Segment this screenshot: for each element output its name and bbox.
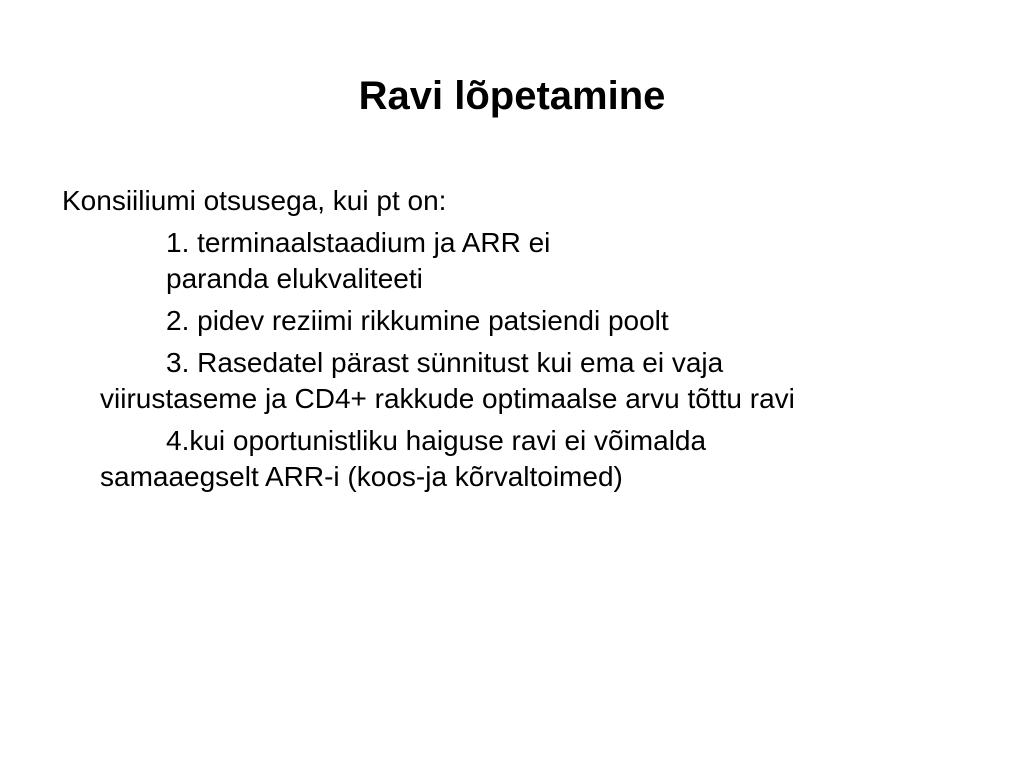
list-item-4: [62, 423, 992, 495]
list-item-4-line-2: samaaegselt ARR-i (koos-ja kõrvaltoimed): [100, 461, 623, 492]
list-item-3-line-2: viirustaseme ja CD4+ rakkude optimaalse arvu tõttu ravi: [100, 383, 795, 414]
list-item-2: [62, 303, 992, 339]
slide-body: [62, 183, 992, 495]
list-item-1-line-1: 1. terminaalstaadium ja ARR ei: [166, 227, 551, 258]
list-item-1: [62, 225, 992, 297]
list-item-3: [62, 345, 992, 417]
list-item-1-line-2: paranda elukvaliteeti: [166, 263, 423, 294]
list-item-3-line-1: 3. Rasedatel pärast sünnitust kui ema ei vaja: [166, 347, 724, 378]
list-item-2-line-1: 2. pidev reziimi rikkumine patsiendi poolt: [166, 305, 669, 336]
intro-text: Konsiiliumi otsusega, kui pt on:: [62, 185, 447, 216]
list-item-4-line-1: 4.kui oportunistliku haiguse ravi ei võimalda: [166, 425, 707, 456]
slide-title: Ravi lõpetamine: [358, 74, 666, 118]
